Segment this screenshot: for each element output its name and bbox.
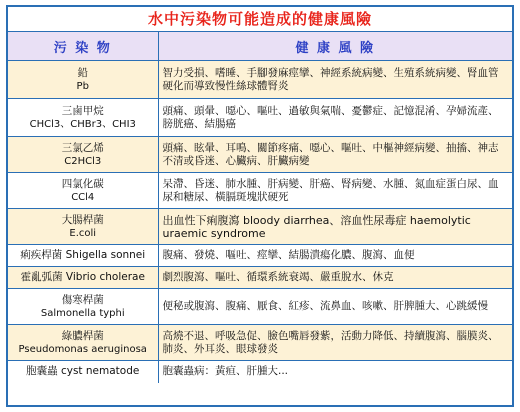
header-risk: 健 康 風 險 <box>158 32 512 61</box>
table-row <box>8 61 512 99</box>
pollutant-cell <box>8 289 158 325</box>
pollutant-name: 痢疾桿菌 Shigella sonnei <box>20 249 146 261</box>
effect-cell: 智力受損、嗜睡、手腳發麻痙攣、神經系統病變、生殖系統病變、腎血管硬化而導致慢性絲球體腎炎 <box>158 61 512 99</box>
pollutant-name: 傷寒桿菌 <box>61 293 104 306</box>
pollutant-name: 胞囊蟲 cyst nematode <box>26 365 140 378</box>
pollutant-cell <box>8 99 158 137</box>
pollutant-name: 大腸桿菌 <box>61 213 104 226</box>
effect-cell: 便秘或腹瀉、腹痛、厭食、紅疹、流鼻血、咳嗽、肝脾腫大、心跳緩慢 <box>158 289 512 325</box>
pollutant-cell <box>8 209 158 245</box>
effect-cell: 胞囊蟲病：黃疸、肝腫大... <box>158 361 512 383</box>
table-row <box>8 209 512 245</box>
risk-table <box>8 32 512 383</box>
header-row <box>8 32 512 61</box>
effect-cell: 劇烈腹瀉、嘔吐、循環系統衰竭、嚴重脫水、休克 <box>158 267 512 289</box>
pollutant-cell <box>8 245 158 267</box>
pollutant-sub: Salmonella typhi <box>40 307 125 319</box>
table-row <box>8 267 512 289</box>
pollutant-cell <box>8 325 158 361</box>
pollutant-sub: Pb <box>76 80 89 92</box>
pollutant-name: 四氯化碳 <box>61 177 104 190</box>
pollutant-name: 三鹵甲烷 <box>61 104 104 117</box>
pollutant-sub: Pseudomonas aeruginosa <box>18 343 147 355</box>
table-row <box>8 325 512 361</box>
pollutant-name: 三氯乙烯 <box>61 141 104 154</box>
effect-cell: 頭痛、頭暈、噁心、嘔吐、過敏與氣喘、憂鬱症、記憶混淆、孕婦流產、膀胱癌、結腸癌 <box>158 99 512 137</box>
pollutant-cell <box>8 61 158 99</box>
effect-cell: 呆滯、昏迷、肺水腫、肝病變、肝癌、腎病變、水腫、氮血症蛋白尿、血尿和糖尿、橫膈斑塊狀硬死 <box>158 173 512 209</box>
header-pollutant: 污 染 物 <box>8 32 158 61</box>
table-title: 水中污染物可能造成的健康風險 <box>8 7 512 32</box>
pollutant-sub: CCl4 <box>71 191 95 203</box>
pollutant-sub: CHCl3、CHBr3、CHI3 <box>29 118 136 130</box>
table-row <box>8 99 512 137</box>
pollutant-name: 綠膿桿菌 <box>61 329 104 342</box>
table-row <box>8 245 512 267</box>
effect-cell: 頭痛、眩暈、耳鳴、關節疼痛、噁心、嘔吐、中樞神經病變、抽搐、神志不清或昏迷、心臟病、肝臟病變 <box>158 137 512 173</box>
pollutant-sub: E.coli <box>69 227 97 239</box>
table-row <box>8 173 512 209</box>
pollutant-sub: C2HCl3 <box>64 155 102 167</box>
pollutant-cell <box>8 137 158 173</box>
pollutant-cell <box>8 173 158 209</box>
pollutant-cell <box>8 267 158 289</box>
table-row <box>8 137 512 173</box>
table-row <box>8 289 512 325</box>
pollutant-cell <box>8 361 158 383</box>
pollutant-name: 霍亂弧菌 Vibrio cholerae <box>20 271 145 283</box>
effect-cell: 高燒不退、呼吸急促、臉色嘴唇發紫，活動力降低、持續腹瀉、腦膜炎、肺炎、外耳炎、眼球發炎 <box>158 325 512 361</box>
risk-table-frame <box>6 5 514 407</box>
effect-cell: 腹痛、發燒、嘔吐、痙攣、結腸潰瘍化膿、腹瀉、血便 <box>158 245 512 267</box>
effect-cell: 出血性下痢腹瀉 bloody diarrhea、溶血性尿毒症 haemolytic uraemic syndrome <box>158 209 512 245</box>
table-row <box>8 361 512 383</box>
pollutant-name: 鉛 <box>77 66 88 79</box>
